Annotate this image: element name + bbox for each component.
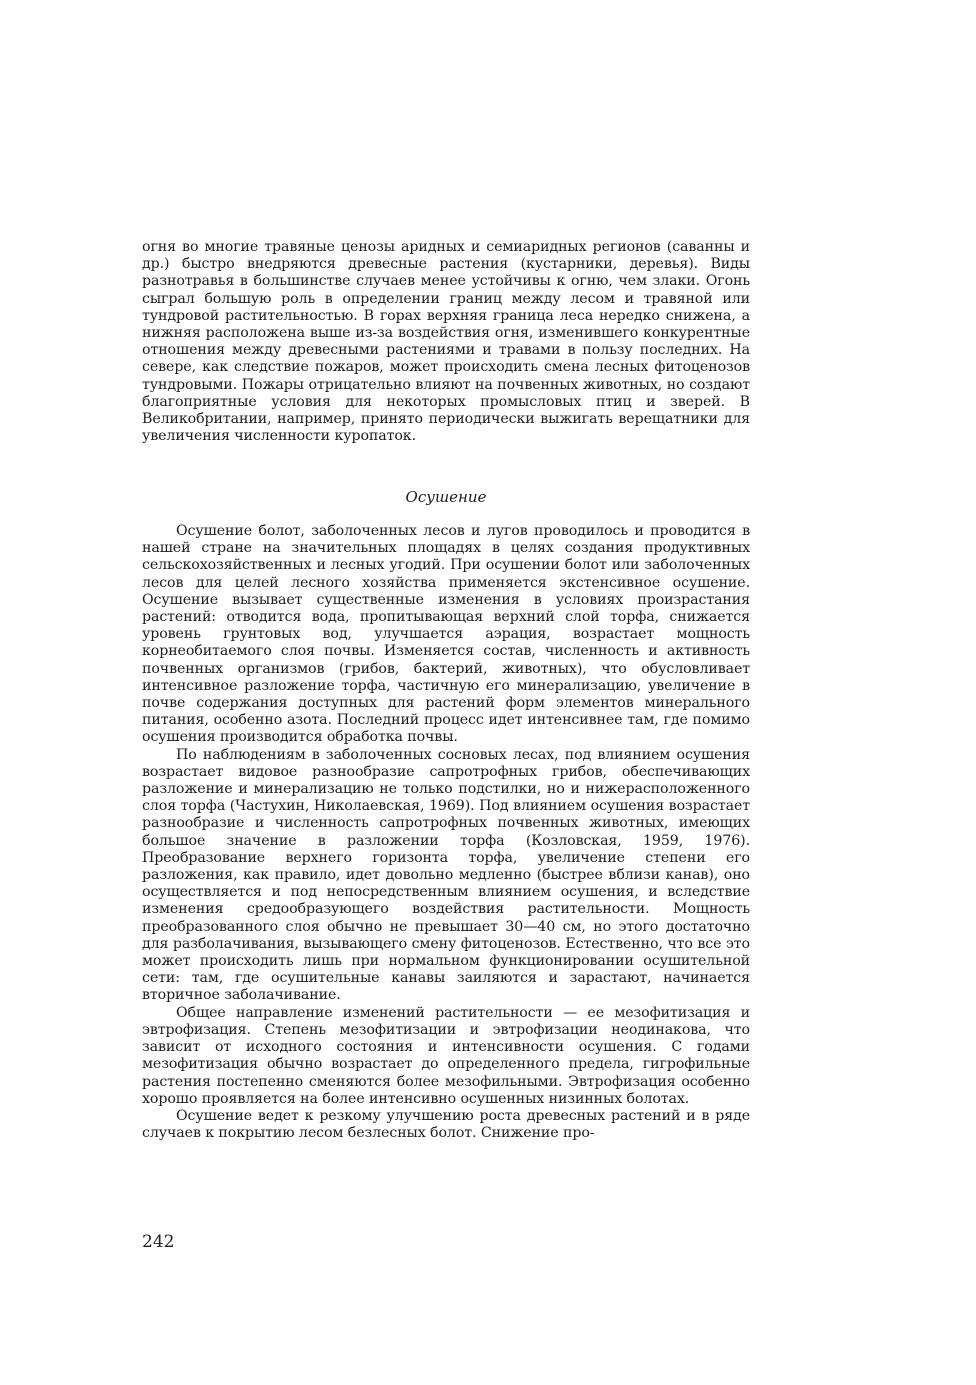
text-block-top	[142, 239, 750, 445]
paragraph-continuation: огня во многие травяные ценозы аридных и семиаридных регионов (саванны и др.) быстро внедряются древесные растения (кустарники, деревья). Виды разнотравья в большинстве случаев менее устойчивы к огню, чем злаки. Огонь сыграл большую роль в определении границ между лесом и травяной или тундровой растительностью. В горах верхняя граница леса нередко снижена, а нижняя расположена выше из-за воздействия огня, изменившего конкурентные отношения между древесными растениями и травами в пользу последних. На севере, как следствие пожаров, может происходить смена лесных фитоценозов тундровыми. Пожары отрицательно влияют на почвенных животных, но создают благоприятные условия для некоторых промысловых птиц и зверей. В Великобритании, например, принято периодически выжигать верещатники для увеличения численности куропаток.	[142, 239, 750, 445]
page-number: 242	[142, 1232, 175, 1252]
paragraph: Осушение болот, заболоченных лесов и лугов проводилось и проводится в нашей стране на значительных площадях в целях создания продуктивных сельскохозяйственных и лесных угодий. При осушении болот или заболоченных лесов для целей лесного хозяйства применяется экстенсивное осушение. Осушение вызывает существенные изменения в условиях произрастания растений: отводится вода, пропитывающая верхний слой торфа, снижается уровень грунтовых вод, улучшается аэрация, возрастает мощность корнеобитаемого слоя почвы. Изменяется состав, численность и активность почвенных организмов (грибов, бактерий, животных), что обусловливает интенсивное разложение торфа, частичную его минерализацию, увеличение в почве содержания доступных для растений форм элементов минерального питания, особенно азота. Последний процесс идет интенсивнее там, где помимо осушения производится обработка почвы.	[142, 523, 750, 746]
paragraph: Общее направление изменений растительности — ее мезофитизация и эвтрофизация. Степень мезофитизации и эвтрофизации неодинакова, что зависит от исходного состояния и интенсивности осушения. С годами мезофитизация обычно возрастает до определенного предела, гигрофильные растения постепенно сменяются более мезофильными. Эвтрофизация особенно хорошо проявляется на более интенсивно осушенных низинных болотах.	[142, 1004, 750, 1107]
section-heading: Осушение	[405, 488, 487, 506]
text-block-main	[142, 523, 750, 1142]
paragraph: Осушение ведет к резкому улучшению роста древесных растений и в ряде случаев к покрытию лесом безлесных болот. Снижение про-	[142, 1107, 750, 1142]
paragraph: По наблюдениям в заболоченных сосновых лесах, под влиянием осушения возрастает видовое разнообразие сапротрофных грибов, обеспечивающих разложение и минерализацию не только подстилки, но и нижерасположенного слоя торфа (Частухин, Николаевская, 1969). Под влиянием осушения возрастает разнообразие и численность сапротрофных почвенных животных, имеющих большое значение в разложении торфа (Козловская, 1959, 1976). Преобразование верхнего горизонта торфа, увеличение степени его разложения, как правило, идет довольно медленно (быстрее вблизи канав), оно осуществляется и под непосредственным влиянием осушения, и вследствие изменения средообразующего воздействия растительности. Мощность преобразованного слоя обычно не превышает 30—40 см, но этого достаточно для разболачивания, вызывающего смену фитоценозов. Естественно, что все это может происходить лишь при нормальном функционировании осушительной сети: там, где осушительные канавы заиляются и зарастают, начинается вторичное заболачивание.	[142, 746, 750, 1004]
